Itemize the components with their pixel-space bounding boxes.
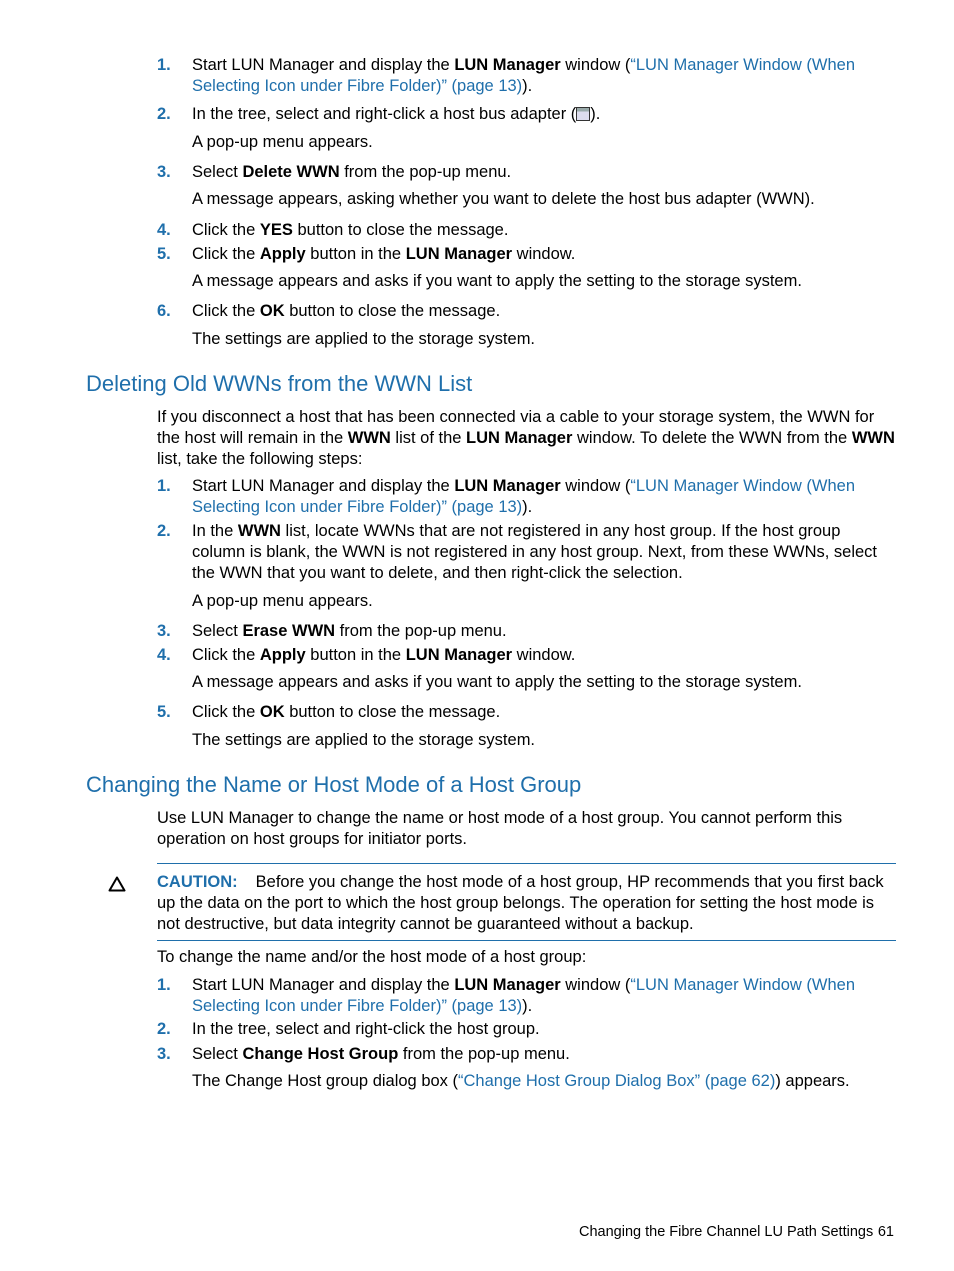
intro-bold: LUN Manager <box>466 429 573 447</box>
step-text: Click the <box>192 221 260 239</box>
step-text: window. <box>512 245 576 263</box>
cross-reference-link[interactable]: “LUN Manager Window (When Selecting Icon under Fibre Folder)” (page 13) <box>192 477 856 516</box>
intro-text: list, take the following steps: <box>157 450 363 468</box>
step-bold: Delete WWN <box>242 163 340 181</box>
step-number: 4. <box>157 221 171 239</box>
step-number: 1. <box>157 976 171 994</box>
step-number: 2. <box>157 1020 171 1038</box>
step-note: A pop-up menu appears. <box>192 133 373 151</box>
host-bus-adapter-icon <box>576 107 590 121</box>
step-note: The settings are applied to the storage system. <box>192 731 536 749</box>
step-bold: Apply <box>259 646 306 664</box>
caution-label: CAUTION: <box>157 873 238 891</box>
step-text: Select <box>192 1045 243 1063</box>
step-number: 5. <box>157 245 171 263</box>
step-number: 1. <box>157 477 171 495</box>
step-text: from the pop-up menu. <box>398 1045 570 1063</box>
step-text: Start LUN Manager and display the <box>192 477 455 495</box>
step-bold: Change Host Group <box>242 1045 399 1063</box>
section-intro <box>157 407 897 470</box>
step-bold: Apply <box>259 245 306 263</box>
step <box>157 645 897 666</box>
step-bold: OK <box>259 302 285 320</box>
step-text: button in the <box>305 245 406 263</box>
caution-text: Before you change the host mode of a host group, HP recommends that you first back up the data on the port to which the host group belongs. The operation for setting the host mode is not destructive, but data integrity cannot be guaranteed without a backup. <box>157 873 884 933</box>
section-heading: Deleting Old WWNs from the WWN List <box>86 371 473 396</box>
step-text: ). <box>522 997 533 1015</box>
step-bold: WWN <box>237 522 281 540</box>
step-note: A pop-up menu appears. <box>192 592 373 610</box>
step-note: A message appears and asks if you want to apply the setting to the storage system. <box>192 673 802 691</box>
step-bold: LUN Manager <box>454 976 561 994</box>
step-text: In the tree, select and right-click a host bus adapter ( <box>192 105 577 123</box>
step-text: list, locate WWNs that are not registered in any host group. If the host group column is blank, the WWN is not registered in any host group. Next, from these WWNs, select the WWN that you want to delete, and then right-click the selection. <box>192 522 877 582</box>
procedure-lead: To change the name and/or the host mode of a host group: <box>157 948 587 966</box>
intro-bold: WWN <box>347 429 391 447</box>
step-number: 1. <box>157 56 171 74</box>
step-note: The settings are applied to the storage system. <box>192 330 536 348</box>
intro-text: If you disconnect a host that has been connected via a cable to your storage system, the WWN for the host will remain in the <box>157 408 875 447</box>
step <box>157 244 897 265</box>
page-number: 61 <box>877 1224 894 1240</box>
step-number: 5. <box>157 703 171 721</box>
step-note: A message appears, asking whether you want to delete the host bus adapter (WWN). <box>192 190 815 208</box>
intro-bold: WWN <box>851 429 895 447</box>
step <box>157 621 897 642</box>
step-text: button to close the message. <box>292 221 509 239</box>
step-text: window ( <box>560 477 631 495</box>
step-text: ). <box>522 77 533 95</box>
step-text: window ( <box>560 976 631 994</box>
step-text: Start LUN Manager and display the <box>192 56 455 74</box>
step-text: from the pop-up menu. <box>335 622 507 640</box>
step-text: Select <box>192 622 243 640</box>
step-text: window. <box>512 646 576 664</box>
step-text: ). <box>590 105 601 123</box>
step <box>157 55 897 97</box>
step-bold: Erase WWN <box>242 622 336 640</box>
step <box>157 975 897 1017</box>
step <box>157 521 897 584</box>
step-bold: YES <box>259 221 293 239</box>
step-text: from the pop-up menu. <box>339 163 512 181</box>
step-text: Start LUN Manager and display the <box>192 976 455 994</box>
note-text: The Change Host group dialog box ( <box>192 1072 458 1090</box>
step-bold: OK <box>259 703 285 721</box>
caution-icon <box>108 876 126 892</box>
step <box>157 104 897 125</box>
intro-text: window. To delete the WWN from the <box>572 429 852 447</box>
step-number: 3. <box>157 1045 171 1063</box>
step-text: Click the <box>192 245 260 263</box>
step-text: button to close the message. <box>284 302 501 320</box>
note-text: ) appears. <box>775 1072 850 1090</box>
step-text: Click the <box>192 302 260 320</box>
caution-box <box>157 863 896 941</box>
step <box>157 476 897 518</box>
step-number: 6. <box>157 302 171 320</box>
cross-reference-link[interactable]: “LUN Manager Window (When Selecting Icon under Fibre Folder)” (page 13) <box>192 976 856 1015</box>
step-bold: LUN Manager <box>405 646 513 664</box>
step-text: window ( <box>560 56 631 74</box>
cross-reference-link[interactable]: “Change Host Group Dialog Box” (page 62) <box>458 1072 776 1090</box>
step <box>157 220 897 241</box>
step <box>157 1044 897 1065</box>
step-bold: LUN Manager <box>454 477 561 495</box>
step <box>157 702 897 723</box>
step-text: button in the <box>305 646 406 664</box>
cross-reference-link[interactable]: “LUN Manager Window (When Selecting Icon under Fibre Folder)” (page 13) <box>192 56 856 95</box>
intro-text: list of the <box>390 429 467 447</box>
step-text: ). <box>522 498 533 516</box>
step-text: Click the <box>192 703 260 721</box>
step-text: Click the <box>192 646 260 664</box>
step-number: 2. <box>157 105 171 123</box>
step-text: Select <box>192 163 243 181</box>
step <box>157 301 897 322</box>
step-text: In the tree, select and right-click the host group. <box>192 1020 540 1038</box>
step-number: 3. <box>157 163 171 181</box>
step-bold: LUN Manager <box>405 245 513 263</box>
step-number: 4. <box>157 646 171 664</box>
step-bold: LUN Manager <box>454 56 561 74</box>
step-note <box>192 1071 897 1092</box>
step <box>157 162 897 183</box>
step-note: A message appears and asks if you want to apply the setting to the storage system. <box>192 272 802 290</box>
section-heading: Changing the Name or Host Mode of a Host Group <box>86 772 582 797</box>
step-text: In the <box>192 522 238 540</box>
step-text: button to close the message. <box>284 703 501 721</box>
step-number: 2. <box>157 522 171 540</box>
step <box>157 1019 897 1040</box>
footer-title: Changing the Fibre Channel LU Path Settings <box>579 1224 874 1240</box>
section-intro: Use LUN Manager to change the name or host mode of a host group. You cannot perform this operation on host groups for initiator ports. <box>157 809 843 848</box>
step-number: 3. <box>157 622 171 640</box>
